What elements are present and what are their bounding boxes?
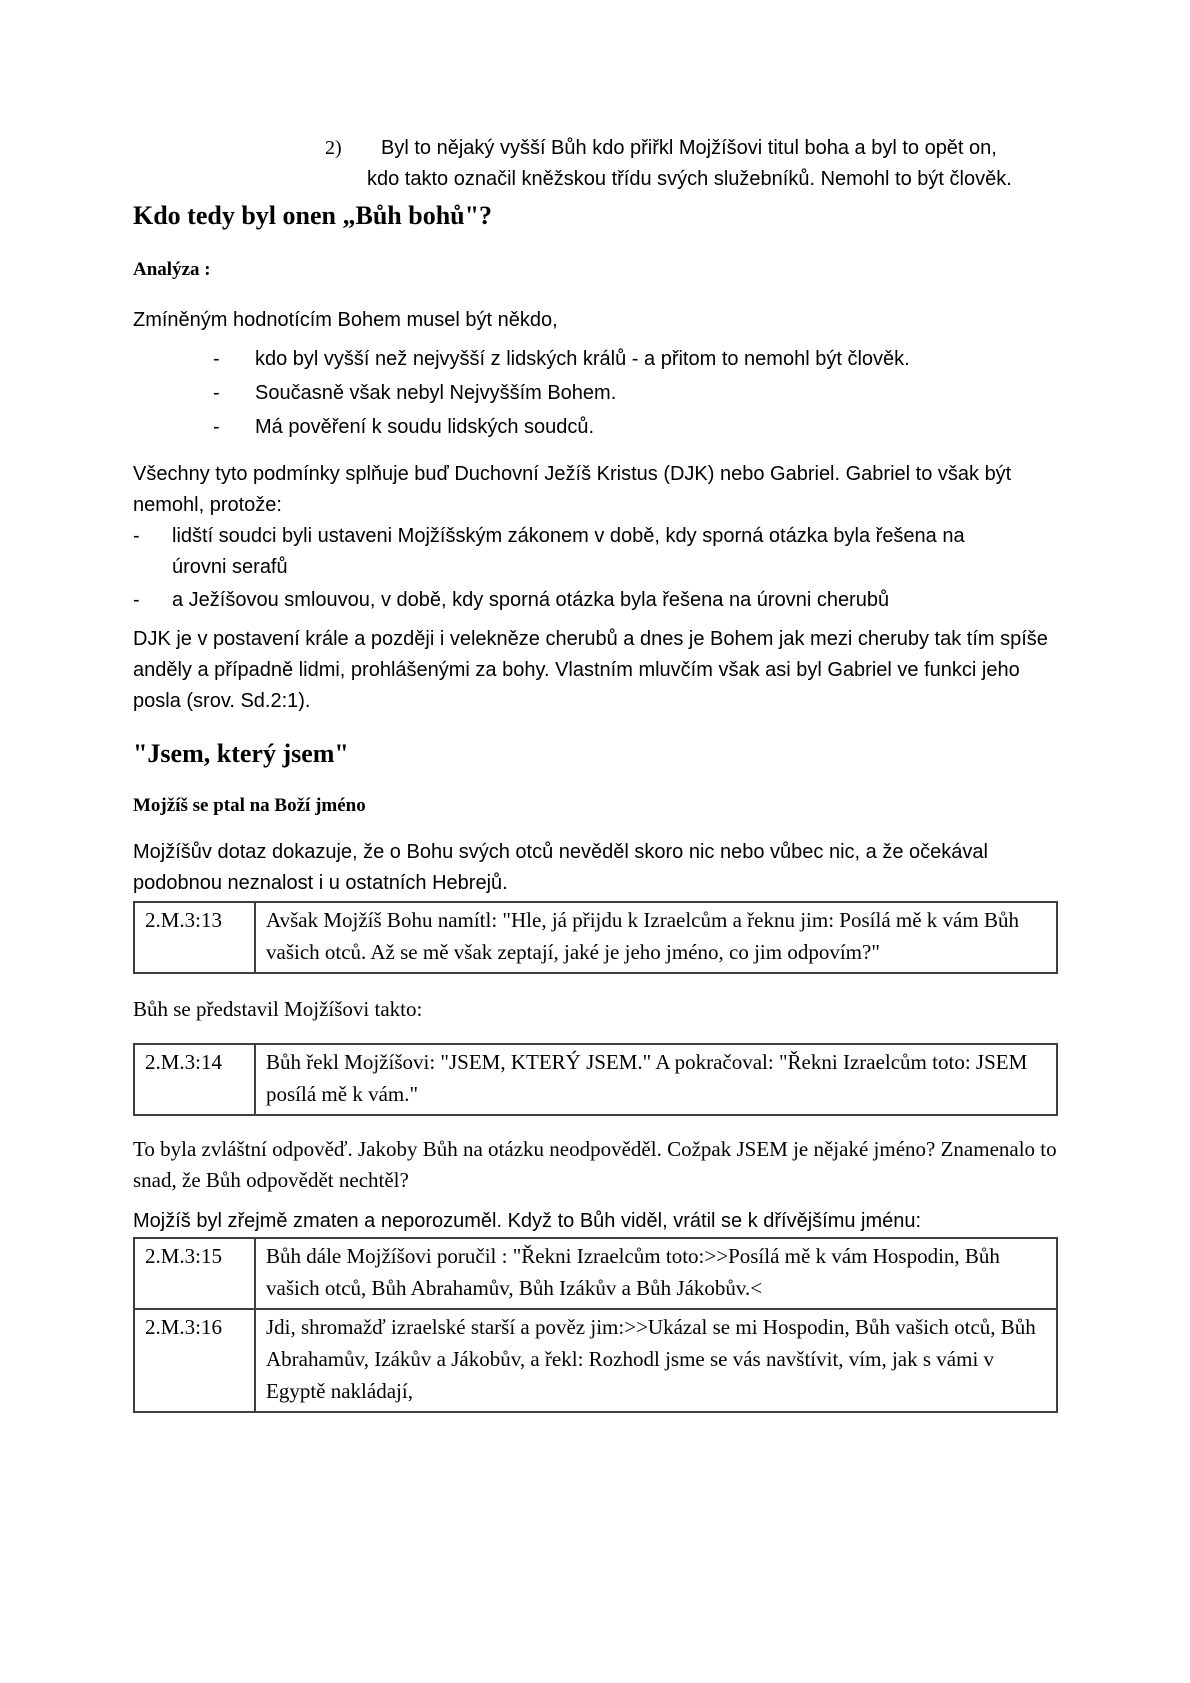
conditions-conclusion-paragraph: Všechny tyto podmínky splňuje buď Duchovní Ježíš Kristus (DJK) nebo Gabriel. Gabriel to však být nemohl, protože: bbox=[133, 463, 1012, 516]
verse-table-3-13 bbox=[133, 901, 1058, 974]
condition-item: - Současně však nebyl Nejvyšším Bohem. bbox=[133, 378, 1058, 409]
reason-item: - lidští soudci byli ustaveni Mojžíšským zákonem v době, kdy sporná otázka byla řešena na úrovni serafů bbox=[133, 521, 1058, 583]
reason-item: - a Ježíšovou smlouvou, v době, kdy sporná otázka byla řešena na úrovni cherubů bbox=[133, 585, 1058, 616]
moses-question-intro-paragraph: Mojžíšův dotaz dokazuje, že o Bohu svých otců nevěděl skoro nic nebo vůbec nic, a že očekával podobnou neznalost i u ostatních Hebrejů. bbox=[133, 841, 988, 894]
verse-row bbox=[134, 902, 1057, 973]
strange-answer-paragraph: To byla zvláštní odpověď. Jakoby Bůh na otázku neodpověděl. Cožpak JSEM je nějaké jméno? Znamenalo to snad, že Bůh odpovědět nechtěl? bbox=[133, 1137, 1057, 1192]
verse-row bbox=[134, 1309, 1057, 1412]
verse-text-cell: Bůh řekl Mojžíšovi: "JSEM, KTERÝ JSEM." A pokračoval: "Řekni Izraelcům toto: JSEM posílá mě k vám." bbox=[255, 1044, 1057, 1115]
reason-list bbox=[133, 521, 1058, 616]
verse-table-3-14 bbox=[133, 1043, 1058, 1116]
verse-ref-cell: 2.M.3:13 bbox=[134, 902, 255, 973]
heading-who-was-god: Kdo tedy byl onen „Bůh bohů"? bbox=[133, 201, 493, 230]
verse-table-3-15-16 bbox=[133, 1237, 1058, 1413]
analysis-intro-paragraph: Zmíněným hodnotícím Bohem musel být někdo, bbox=[133, 309, 558, 331]
dash-marker: - bbox=[133, 525, 140, 547]
condition-list bbox=[133, 344, 1058, 443]
verse-text-cell: Bůh dále Mojžíšovi poručil : "Řekni Izraelcům toto:>>Posílá mě k vám Hospodin, Bůh vašich otců, Bůh Abrahamův, Bůh Izákův a Bůh Jákobův.< bbox=[255, 1238, 1057, 1309]
verse-row bbox=[134, 1044, 1057, 1115]
verse-row bbox=[134, 1238, 1057, 1309]
heading-i-am: "Jsem, který jsem" bbox=[133, 739, 349, 768]
verse-text-cell: Jdi, shromažď izraelské starší a pověz jim:>>Ukázal se mi Hospodin, Bůh vašich otců, Bůh Abrahamův, Izákův a Jákobův, a řekl: Rozhodl jsme se vás navštívit, vím, jak s vámi v Egyptě nakládají, bbox=[255, 1309, 1057, 1412]
condition-item: - kdo byl vyšší než nejvyšší z lidských králů - a přitom to nemohl být člověk. bbox=[133, 344, 1058, 375]
verse-ref-cell: 2.M.3:14 bbox=[134, 1044, 255, 1115]
dash-marker: - bbox=[133, 589, 140, 611]
analysis-label: Analýza : bbox=[133, 259, 211, 280]
verse-ref-cell: 2.M.3:15 bbox=[134, 1238, 255, 1309]
dash-marker: - bbox=[213, 348, 220, 370]
djk-paragraph: DJK je v postavení krále a později i velekněze cherubů a dnes je Bohem jak mezi cheruby tak tím spíše anděly a případně lidmi, prohlášenými za bohy. Vlastním mluvčím však asi byl Gabriel ve funkci jeho posla (srov. Sd.2:1). bbox=[133, 628, 1048, 712]
dash-marker: - bbox=[213, 382, 220, 404]
dash-marker: - bbox=[213, 416, 220, 438]
god-introduced-paragraph: Bůh se představil Mojžíšovi takto: bbox=[133, 997, 423, 1021]
subheading-moses-asked: Mojžíš se ptal na Boží jméno bbox=[133, 795, 366, 816]
list-number: 2) bbox=[325, 137, 342, 159]
verse-ref-cell: 2.M.3:16 bbox=[134, 1309, 255, 1412]
numbered-paragraph bbox=[133, 133, 1058, 195]
numbered-paragraph-text: Byl to nějaký vyšší Bůh kdo přiřkl Mojžíšovi titul boha a byl to opět on, kdo takto označil kněžskou třídu svých služebníků. Nemohl to být člověk. bbox=[367, 137, 1012, 190]
condition-item: - Má pověření k soudu lidských soudců. bbox=[133, 412, 1058, 443]
moses-confused-paragraph: Mojžíš byl zřejmě zmaten a neporozuměl. Když to Bůh viděl, vrátil se k dřívějšímu jménu: bbox=[133, 1210, 922, 1232]
verse-text-cell: Avšak Mojžíš Bohu namítl: "Hle, já přijdu k Izraelcům a řeknu jim: Posílá mě k vám Bůh vašich otců. Až se mě však zeptají, jaké je jeho jméno, co jim odpovím?" bbox=[255, 902, 1057, 973]
